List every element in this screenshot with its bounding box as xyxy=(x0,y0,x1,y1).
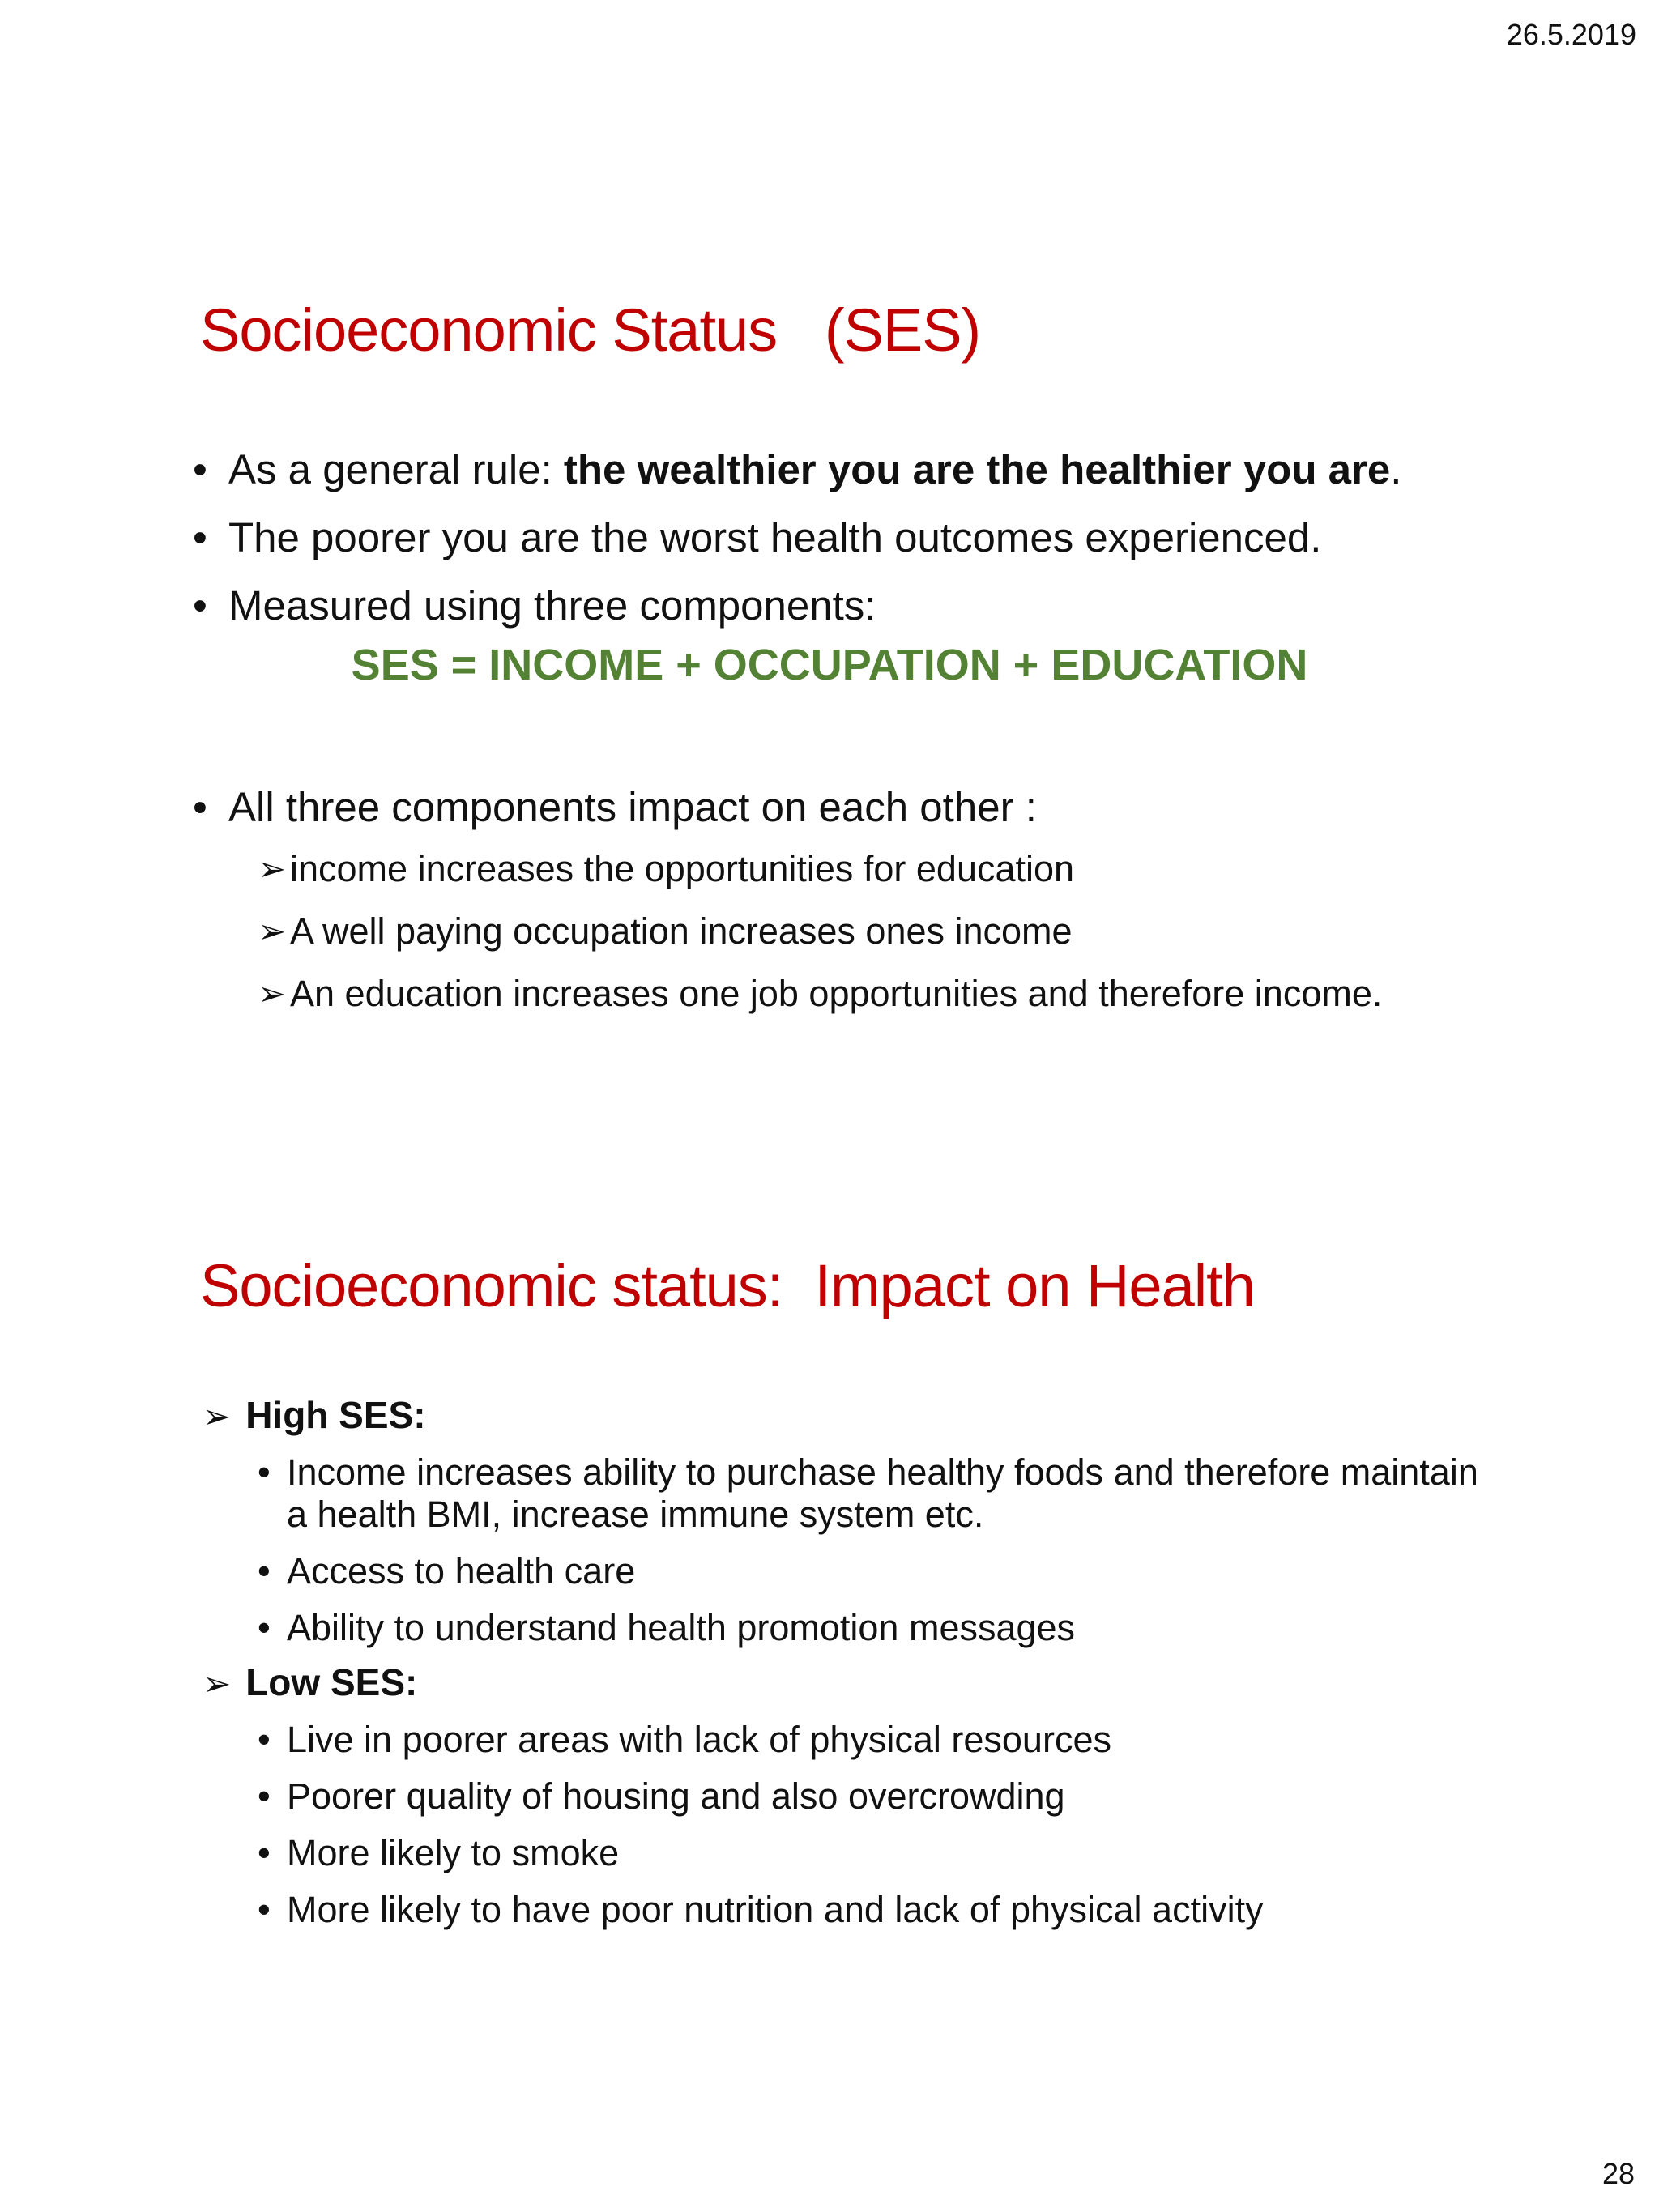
bullet-text-end: . xyxy=(1390,446,1402,492)
list-item xyxy=(258,1451,1489,1536)
list-item-text: Access to health care xyxy=(287,1550,636,1592)
slide-ses-impact xyxy=(0,1199,1659,2049)
bullet-dot-icon: • xyxy=(258,1451,271,1493)
sub-item-text: income increases the opportunities for education xyxy=(290,848,1075,889)
arrow-bullet-icon: ➢ xyxy=(258,850,287,888)
list-item xyxy=(258,1832,1489,1874)
list-item-text: Poorer quality of housing and also overcrowding xyxy=(287,1775,1065,1817)
bullet-dot-icon: • xyxy=(258,1832,271,1873)
bullet-item xyxy=(193,572,1401,640)
sub-item xyxy=(258,900,1382,962)
high-ses-list xyxy=(258,1451,1489,1664)
bullet-dot-icon: • xyxy=(258,1889,271,1930)
bullet-dot-icon: • xyxy=(193,784,207,830)
high-ses-heading-text: High SES: xyxy=(245,1394,426,1436)
bullet-list-2 xyxy=(193,774,1037,842)
sub-list xyxy=(258,837,1382,1025)
list-item-text: More likely to smoke xyxy=(287,1832,620,1873)
page-number: 28 xyxy=(1601,2157,1635,2190)
bullet-text: The poorer you are the worst health outcomes experienced. xyxy=(228,514,1322,560)
bullet-item xyxy=(193,774,1037,842)
bullet-list xyxy=(193,436,1401,640)
sub-item xyxy=(258,962,1382,1025)
bullet-dot-icon: • xyxy=(193,582,207,629)
list-item-text: More likely to have poor nutrition and lack of physical activity xyxy=(287,1889,1264,1930)
high-ses-heading xyxy=(203,1393,426,1437)
arrow-bullet-icon: ➢ xyxy=(258,974,287,1012)
bullet-text: All three components impact on each other : xyxy=(228,784,1037,830)
list-item-text: Income increases ability to purchase healthy foods and therefore maintain a health BMI, increase immune system etc. xyxy=(287,1451,1478,1535)
slide-ses xyxy=(0,243,1659,1077)
list-item-text: Live in poorer areas with lack of physical resources xyxy=(287,1719,1111,1760)
bullet-text: As a general rule: xyxy=(228,446,564,492)
arrow-bullet-icon: ➢ xyxy=(258,912,287,950)
sub-item-text: A well paying occupation increases ones income xyxy=(290,910,1073,952)
bullet-item xyxy=(193,504,1401,572)
low-ses-heading xyxy=(203,1660,417,1704)
bullet-dot-icon: • xyxy=(258,1607,271,1648)
sub-item xyxy=(258,837,1382,900)
slide-title: Socioeconomic Status (SES) xyxy=(200,296,981,364)
list-item xyxy=(258,1775,1489,1818)
bullet-dot-icon: • xyxy=(258,1719,271,1760)
list-item-text: Ability to understand health promotion messages xyxy=(287,1607,1076,1648)
list-item xyxy=(258,1550,1489,1592)
list-item xyxy=(258,1719,1489,1761)
bullet-text-bold: the wealthier you are the healthier you are xyxy=(563,446,1391,492)
bullet-dot-icon: • xyxy=(193,514,207,560)
list-item xyxy=(258,1607,1489,1649)
page-date: 26.5.2019 xyxy=(1506,18,1636,51)
list-item xyxy=(258,1889,1489,1931)
slide-title: Socioeconomic status: Impact on Health xyxy=(200,1252,1255,1319)
bullet-text: Measured using three components: xyxy=(228,582,876,629)
arrow-bullet-icon: ➢ xyxy=(203,1664,232,1703)
bullet-dot-icon: • xyxy=(258,1775,271,1817)
bullet-dot-icon: • xyxy=(258,1550,271,1592)
low-ses-heading-text: Low SES: xyxy=(245,1661,418,1703)
ses-formula: SES = INCOME + OCCUPATION + EDUCATION xyxy=(351,641,1308,689)
low-ses-list xyxy=(258,1719,1489,1946)
arrow-bullet-icon: ➢ xyxy=(203,1397,232,1435)
sub-item-text: An education increases one job opportunities and therefore income. xyxy=(290,973,1383,1014)
bullet-dot-icon: • xyxy=(193,446,207,492)
bullet-item xyxy=(193,436,1401,504)
